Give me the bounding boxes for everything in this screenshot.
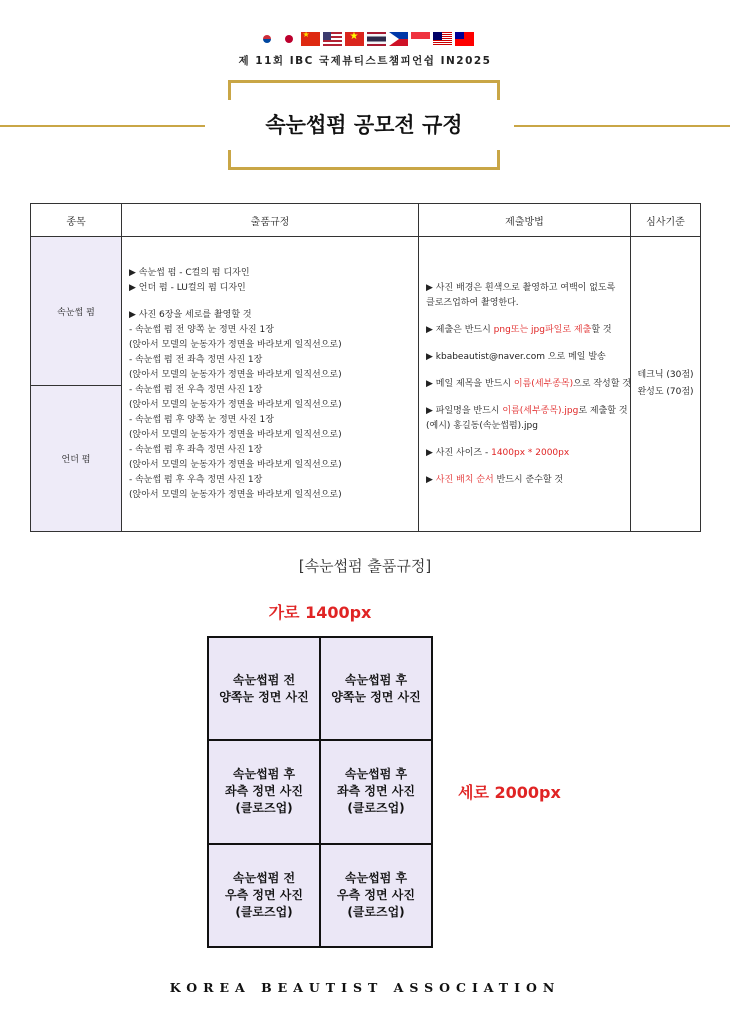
- grid-cell: 속눈썹펌 후 양쪽눈 정면 사진: [321, 638, 431, 739]
- table-header-row: [31, 204, 701, 237]
- south-korea-flag-icon: [257, 32, 276, 46]
- china-flag-icon: [301, 32, 320, 46]
- method-item: ▶ 메일 제목을 반드시 이름(세부종목)으로 작성할 것: [426, 378, 631, 389]
- header-rules: 출품규정: [122, 204, 419, 237]
- criteria-completion: 완성도 (70점): [637, 387, 694, 397]
- event-title: 제 11회 IBC 국제뷰티스트챔피언쉽 IN2025: [238, 55, 492, 67]
- width-label: 가로 1400px: [268, 603, 372, 622]
- rule-line: - 속눈썹 펌 전 좌측 정면 사진 1장: [129, 354, 263, 365]
- method-item: ▶ 제출은 반드시 png또는 jpg파일로 제출할 것: [426, 324, 612, 335]
- vietnam-flag-icon: [345, 32, 364, 46]
- method-item: ▶ 파일명을 반드시 이름(세부종목).jpg로 제출할 것 (예시) 홍길동(속눈썹펌).jpg: [426, 405, 628, 431]
- header-category: 종목: [31, 204, 122, 237]
- section-caption: [속눈썹펌 출품규정]: [298, 557, 432, 575]
- category-lash-perm: 속눈썹 펌: [31, 237, 122, 386]
- method-cell: [419, 237, 631, 532]
- gold-divider-right: [514, 125, 730, 127]
- category-under-perm: 언더 펌: [31, 386, 122, 532]
- height-label: 세로 2000px: [458, 783, 561, 802]
- philippines-flag-icon: [389, 32, 408, 46]
- rules-table: [30, 203, 701, 532]
- table-row: [31, 237, 701, 386]
- gold-divider-left: [0, 125, 205, 127]
- footer-association: KOREA BEAUTIST ASSOCIATION: [169, 980, 561, 995]
- rule-line: (앉아서 모델의 눈동자가 정면을 바라보게 일직선으로): [129, 399, 342, 410]
- rule-line: - 속눈썹 펌 후 양쪽 눈 정면 사진 1장: [129, 414, 274, 425]
- grid-cell: 속눈썹펌 전 양쪽눈 정면 사진: [209, 638, 319, 739]
- singapore-flag-icon: [411, 32, 430, 46]
- method-item: ▶ kbabeautist@naver.com 으로 메일 발송: [426, 351, 606, 362]
- usa-flag-icon: [323, 32, 342, 46]
- grid-cell: 속눈썹펌 전 우측 정면 사진 (클로즈업): [209, 845, 319, 946]
- grid-cell: 속눈썹펌 후 좌측 정면 사진 (클로즈업): [209, 741, 319, 842]
- rule-line: - 속눈썹 펌 전 양쪽 눈 정면 사진 1장: [129, 324, 274, 335]
- rule-line: - 속눈썹 펌 후 우측 정면 사진 1장: [129, 474, 263, 485]
- rule-line: ▶ 언더 펌 - LU컬의 펌 디자인: [129, 282, 246, 293]
- photo-order-grid: [207, 636, 433, 948]
- rule-line: (앉아서 모델의 눈동자가 정면을 바라보게 일직선으로): [129, 459, 342, 470]
- rule-line: - 속눈썹 펌 전 우측 정면 사진 1장: [129, 384, 263, 395]
- grid-cell: 속눈썹펌 후 좌측 정면 사진 (클로즈업): [321, 741, 431, 842]
- flags-row: [0, 32, 730, 46]
- criteria-technique: 테크닉 (30점): [637, 370, 694, 380]
- header-method: 제출방법: [419, 204, 631, 237]
- malaysia-flag-icon: [433, 32, 452, 46]
- japan-flag-icon: [279, 32, 298, 46]
- grid-cell: 속눈썹펌 후 우측 정면 사진 (클로즈업): [321, 845, 431, 946]
- rule-line: (앉아서 모델의 눈동자가 정면을 바라보게 일직선으로): [129, 489, 342, 500]
- rule-line: - 속눈썹 펌 후 좌측 정면 사진 1장: [129, 444, 263, 455]
- method-item: ▶ 사진 사이즈 - 1400px * 2000px: [426, 447, 570, 458]
- criteria-cell: [631, 237, 701, 532]
- rules-cell: [122, 237, 419, 532]
- rule-line: (앉아서 모델의 눈동자가 정면을 바라보게 일직선으로): [129, 339, 342, 350]
- taiwan-flag-icon: [455, 32, 474, 46]
- page-title: 속눈썹펌 공모전 규정: [265, 113, 463, 137]
- rule-line: ▶ 속눈썹 펌 - C컬의 펌 디자인: [129, 267, 250, 278]
- method-item: ▶ 사진 배경은 흰색으로 촬영하고 여백이 없도록 클로즈업하여 촬영한다.: [426, 282, 616, 308]
- rule-line: ▶ 사진 6장을 세로를 촬영할 것: [129, 309, 252, 320]
- thailand-flag-icon: [367, 32, 386, 46]
- header-criteria: 심사기준: [631, 204, 701, 237]
- rule-line: (앉아서 모델의 눈동자가 정면을 바라보게 일직선으로): [129, 369, 342, 380]
- rule-line: (앉아서 모델의 눈동자가 정면을 바라보게 일직선으로): [129, 429, 342, 440]
- method-item: ▶ 사진 배치 순서 반드시 준수할 것: [426, 474, 564, 485]
